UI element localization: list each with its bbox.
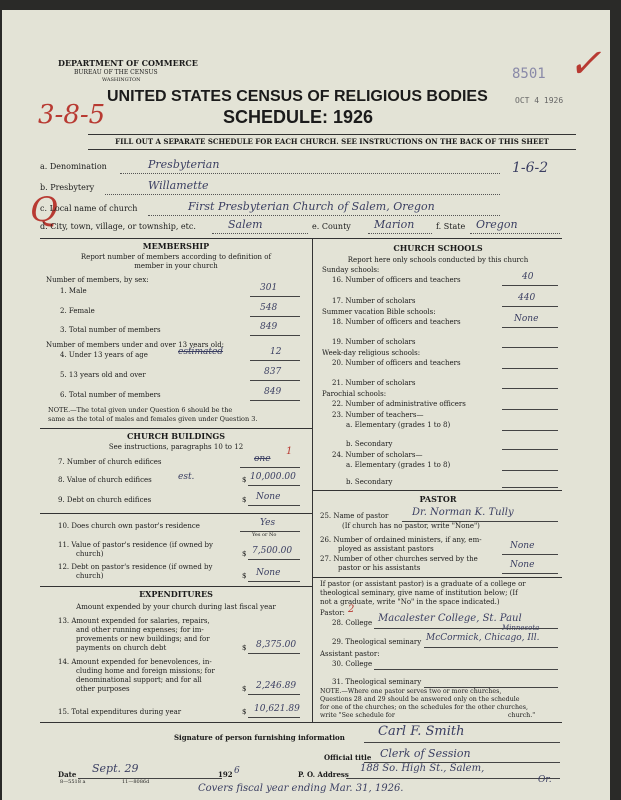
- q17-label: 17. Number of scholars: [332, 297, 416, 305]
- dollar-sign: $: [242, 644, 247, 652]
- q27-label-1: 27. Number of other churches served by the: [320, 555, 478, 563]
- q30-label: 30. College: [332, 660, 373, 668]
- q6-value: 849: [264, 387, 282, 397]
- presbytery-label: b. Presbytery: [40, 183, 95, 192]
- q29-value: McCormick, Chicago, Ill.: [426, 633, 540, 643]
- q26-label-1: 26. Number of ordained ministers, if any, em-: [320, 536, 482, 544]
- sunday-label: Sunday schools:: [322, 266, 380, 274]
- membership-note-1: NOTE.—The total given under Question 6 should be the: [48, 406, 233, 414]
- q8-note: est.: [178, 472, 195, 482]
- q16-label: 16. Number of officers and teachers: [332, 276, 461, 284]
- q15-label: 15. Total expenditures during year: [58, 708, 182, 716]
- q13-value: 8,375.00: [256, 640, 297, 650]
- q9-label: 9. Debt on church edifices: [58, 496, 152, 504]
- q11-value: 7,500.00: [252, 546, 293, 556]
- q15-value: 10,621.89: [254, 704, 300, 714]
- pastor-title: PASTOR: [419, 494, 457, 504]
- q19-label: 19. Number of scholars: [332, 338, 416, 346]
- print-number: 11—8086d: [122, 779, 150, 785]
- assistant-sublabel: Assistant pastor:: [320, 650, 380, 658]
- pastor-sublabel: Pastor:: [320, 609, 345, 617]
- q13-label-4: payments on church debt: [76, 644, 167, 652]
- denomination-value: Presbyterian: [148, 158, 220, 171]
- q9-value: None: [256, 492, 281, 502]
- buildings-sub: See instructions, paragraphs 10 to 12: [108, 443, 244, 451]
- membership-note-2: same as the total of males and females given under Question 3.: [48, 415, 258, 423]
- q5-label: 5. 13 years old and over: [60, 371, 146, 379]
- bureau-name: BUREAU OF THE CENSUS: [74, 69, 158, 76]
- q12-label-1: 12. Debt on pastor's residence (if owned by: [58, 563, 213, 571]
- form-number: 8—5518 a: [60, 779, 86, 785]
- q12-value: None: [256, 568, 281, 578]
- q2-label: 2. Female: [60, 307, 95, 315]
- q7-mark: 1: [286, 446, 293, 457]
- q29-label: 29. Theological seminary: [332, 638, 422, 646]
- buildings-title: CHURCH BUILDINGS: [127, 431, 225, 441]
- q8-label: 8. Value of church edifices: [58, 476, 152, 484]
- q20-label: 20. Number of officers and teachers: [332, 359, 461, 367]
- dollar-sign: $: [242, 708, 247, 716]
- check-mark-icon: ✓: [568, 41, 602, 87]
- dollar-sign: $: [242, 572, 247, 580]
- pastor-note-3: for one of the churches; on the schedules for the other churches,: [320, 704, 528, 711]
- year-label: 192: [218, 770, 233, 779]
- q10-hint: Yes or No: [252, 532, 277, 538]
- instructions-line: FILL OUT A SEPARATE SCHEDULE FOR EACH CHURCH. SEE INSTRUCTIONS ON THE BACK OF THIS SHEET: [115, 137, 549, 146]
- q4-value: 12: [270, 347, 282, 357]
- q24-label: 24. Number of scholars—: [332, 451, 423, 459]
- presbytery-value: Willamette: [148, 179, 209, 192]
- q27-label-2: pastor or his assistants: [338, 564, 421, 572]
- q8-value: 10,000.00: [250, 472, 296, 482]
- q7-label: 7. Number of church edifices: [58, 458, 162, 466]
- year-digit: 6: [234, 766, 240, 776]
- pastor-note-4: write "See schedule for: [320, 712, 395, 719]
- county-label: e. County: [312, 222, 351, 231]
- q26-label-2: ployed as assistant pastors: [338, 545, 434, 553]
- q1-label: 1. Male: [60, 287, 87, 295]
- pastor-note-2: Questions 28 and 29 should be answered only on the schedule: [320, 696, 520, 703]
- q14-label-3: denominational support; and for all: [76, 676, 202, 684]
- state-label: f. State: [436, 222, 466, 231]
- q24b-label: b. Secondary: [346, 478, 393, 486]
- dollar-sign: $: [242, 685, 247, 693]
- parochial-label: Parochial schools:: [322, 390, 387, 398]
- census-schedule-sheet: [2, 10, 610, 800]
- official-title-label: Official title: [324, 753, 372, 762]
- q25-hint: (If church has no pastor, write "None"): [342, 522, 480, 530]
- date-value: Sept. 29: [92, 762, 139, 775]
- q7-value: one: [254, 454, 271, 464]
- q23b-label: b. Secondary: [346, 440, 393, 448]
- q6-label: 6. Total number of members: [60, 391, 161, 399]
- pastor-note-1: NOTE.—Where one pastor serves two or more churches,: [320, 688, 502, 695]
- red-mark: 2: [348, 604, 355, 615]
- q3-label: 3. Total number of members: [60, 326, 161, 334]
- expenditures-title: EXPENDITURES: [139, 589, 213, 599]
- expenditures-sub: Amount expended by your church during last fiscal year: [76, 603, 276, 611]
- q13-label-3: provements or new buildings; and for: [76, 635, 210, 643]
- stamp-number: 8501: [512, 66, 546, 82]
- date-label: Date: [58, 770, 77, 779]
- q4-note: estimated: [178, 347, 224, 357]
- q17-value: 440: [518, 293, 536, 303]
- q25-label: 25. Name of pastor: [320, 512, 389, 520]
- dollar-sign: $: [242, 550, 247, 558]
- q14-label-2: cluding home and foreign missions; for: [76, 667, 215, 675]
- signature-value: Carl F. Smith: [378, 724, 465, 739]
- q23a-label: a. Elementary (grades 1 to 8): [346, 421, 451, 429]
- q5-value: 837: [264, 367, 282, 377]
- official-title-value: Clerk of Session: [380, 747, 471, 760]
- city-value: Salem: [228, 218, 263, 231]
- form-title: UNITED STATES CENSUS OF RELIGIOUS BODIES: [107, 88, 488, 105]
- q26-value: None: [510, 541, 535, 551]
- age-intro-label: Number of members under and over 13 years old:: [46, 341, 225, 349]
- q16-value: 40: [522, 272, 534, 282]
- address-value: 188 So. High St., Salem,: [360, 763, 485, 774]
- q23-label: 23. Number of teachers—: [332, 411, 424, 419]
- q18-value: None: [514, 314, 539, 324]
- q4-label: 4. Under 13 years of age: [60, 351, 148, 359]
- q1-value: 301: [260, 283, 278, 293]
- weekday-label: Week-day religious schools:: [322, 349, 421, 357]
- side-code: 1-6-2: [512, 160, 549, 176]
- bureau-city: WASHINGTON: [102, 77, 141, 83]
- pastor-note-5: church.": [508, 712, 536, 719]
- church-name-value: First Presbyterian Church of Salem, Oregon: [188, 200, 435, 213]
- membership-intro-1: Report number of members according to definition of: [80, 253, 272, 261]
- denomination-label: a. Denomination: [40, 162, 107, 171]
- city-label: d. City, town, village, or township, etc.: [40, 222, 196, 231]
- q13-label-2: and other running expenses; for im-: [76, 626, 204, 634]
- q10-label: 10. Does church own pastor's residence: [58, 522, 200, 530]
- q3-value: 849: [260, 322, 278, 332]
- q28-label: 28. College: [332, 619, 373, 627]
- schools-title: CHURCH SCHOOLS: [393, 243, 483, 253]
- membership-intro-2: member in your church: [134, 262, 218, 270]
- county-value: Marion: [374, 218, 415, 231]
- q14-label-4: other purposes: [76, 685, 130, 693]
- q11-label-1: 11. Value of pastor's residence (if owned by: [58, 541, 213, 549]
- schools-sub: Report here only schools conducted by this church: [347, 256, 529, 264]
- margin-mark: Q: [30, 190, 58, 230]
- q31-label: 31. Theological seminary: [332, 678, 422, 686]
- pastor-name-value: Dr. Norman K. Tully: [412, 507, 514, 518]
- dollar-sign: $: [242, 476, 247, 484]
- by-sex-label: Number of members, by sex:: [46, 276, 149, 284]
- signature-label: Signature of person furnishing information: [174, 733, 345, 742]
- q14-label-1: 14. Amount expended for benevolences, in-: [58, 658, 212, 666]
- q10-value: Yes: [260, 518, 276, 528]
- q28-value-2: Minnesota: [502, 624, 540, 632]
- q21-label: 21. Number of scholars: [332, 379, 416, 387]
- department-name: DEPARTMENT OF COMMERCE: [58, 58, 198, 68]
- q14-value: 2,246.89: [256, 681, 297, 691]
- fiscal-year-note: Covers fiscal year ending Mar. 31, 1926.: [198, 783, 404, 794]
- q13-label-1: 13. Amount expended for salaries, repairs,: [58, 617, 210, 625]
- q11-label-2: church): [76, 550, 104, 558]
- membership-title: MEMBERSHIP: [142, 241, 210, 251]
- q24a-label: a. Elementary (grades 1 to 8): [346, 461, 451, 469]
- q27-value: None: [510, 560, 535, 570]
- summer-label: Summer vacation Bible schools:: [322, 308, 436, 316]
- state-value: Oregon: [476, 218, 518, 231]
- q22-label: 22. Number of administrative officers: [332, 400, 466, 408]
- q12-label-2: church): [76, 572, 104, 580]
- grad-intro-2: theological seminary, give name of institution below; (If: [320, 589, 518, 597]
- q18-label: 18. Number of officers and teachers: [332, 318, 461, 326]
- schedule-year: SCHEDULE: 1926: [222, 107, 374, 127]
- handwritten-code: 3-8-5: [38, 100, 106, 130]
- address-state: Or.: [538, 775, 552, 785]
- q2-value: 548: [260, 303, 278, 313]
- grad-intro-1: If pastor (or assistant pastor) is a graduate of a college or: [320, 580, 526, 588]
- stamp-date: OCT 4 1926: [515, 96, 564, 105]
- q28-value: Macalester College, St. Paul: [378, 613, 522, 624]
- dollar-sign: $: [242, 496, 247, 504]
- grad-intro-3: not a graduate, write "No" in the space indicated.): [320, 598, 500, 606]
- church-name-label: c. Local name of church: [40, 204, 138, 213]
- address-label: P. O. Address: [298, 770, 349, 779]
